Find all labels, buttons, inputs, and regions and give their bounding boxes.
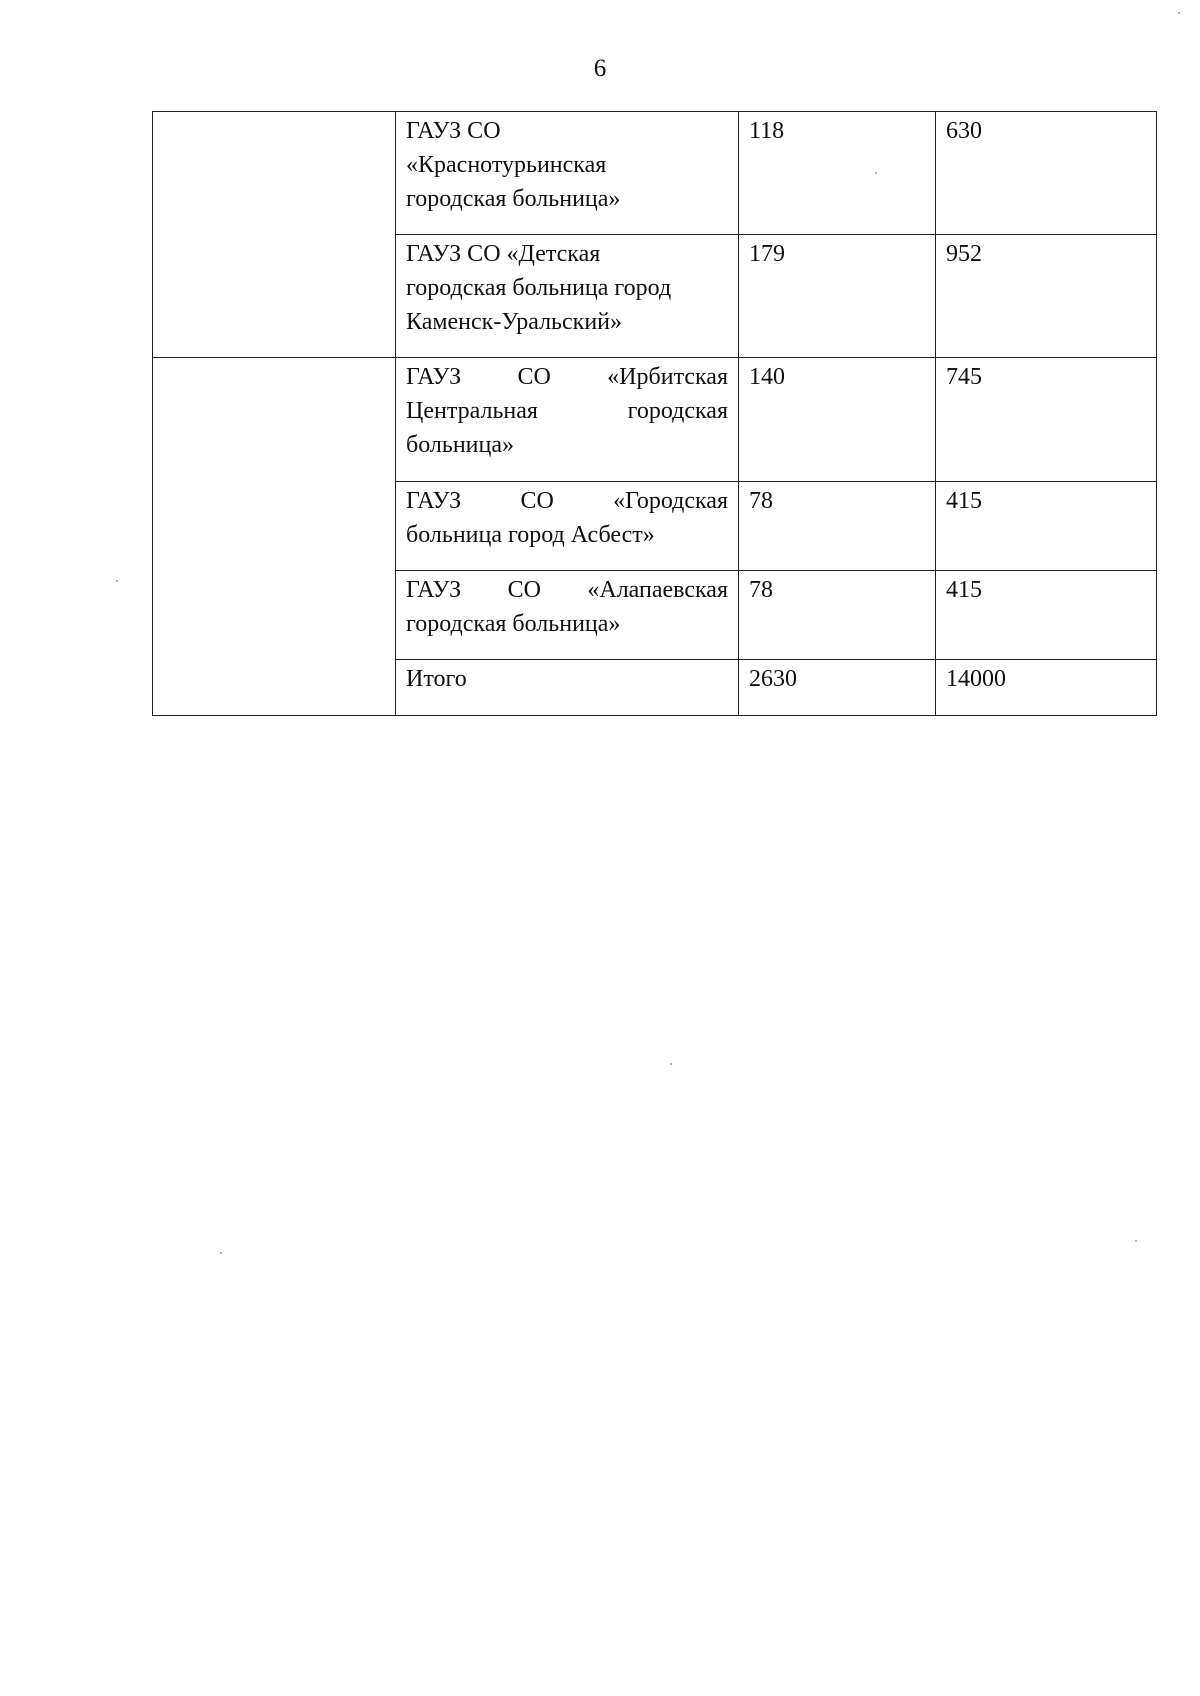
institution-name-cell: [396, 112, 739, 235]
page-number: 6: [593, 55, 607, 82]
scan-speck: [116, 580, 118, 582]
scan-speck: [220, 1252, 222, 1254]
value-cell: 118: [739, 112, 936, 235]
institution-name-line: ГАУЗ СО «Детская: [406, 241, 601, 267]
institution-name-line: больница»: [406, 432, 514, 458]
table-row: [153, 112, 1157, 235]
institution-name-cell: [396, 482, 739, 571]
empty-group-cell: [153, 358, 396, 716]
scan-speck: [1135, 1240, 1137, 1242]
institution-name-line: ГАУЗ СО «Ирбитская: [406, 364, 728, 390]
value-cell: 952: [936, 235, 1157, 358]
institution-name-line: городская больница»: [406, 611, 621, 637]
institution-name-line: ГАУЗ СО «Алапаевская: [406, 577, 728, 603]
value-cell: 140: [739, 358, 936, 482]
total-label-cell: [396, 660, 739, 716]
total-value-cell: 14000: [936, 660, 1157, 716]
value-cell: 78: [739, 482, 936, 571]
total-label: Итого: [406, 666, 467, 692]
scan-speck: [1178, 12, 1180, 14]
scan-speck: [875, 172, 877, 174]
value-cell: 78: [739, 571, 936, 660]
table-row: [153, 358, 1157, 482]
institution-name-cell: [396, 571, 739, 660]
total-value-cell: 2630: [739, 660, 936, 716]
value-cell: 179: [739, 235, 936, 358]
scan-speck: [670, 1063, 672, 1065]
institution-name-line: городская больница город: [406, 275, 672, 301]
institution-name-line: ГАУЗ СО: [406, 118, 501, 144]
empty-group-cell: [153, 112, 396, 358]
institution-name-line: городская больница»: [406, 186, 621, 212]
institution-name-line: больница город Асбест»: [406, 522, 655, 548]
value-cell: 745: [936, 358, 1157, 482]
institution-name-cell: [396, 235, 739, 358]
value-cell: 630: [936, 112, 1157, 235]
institution-name-line: ГАУЗ СО «Городская: [406, 488, 728, 514]
institution-name-line: «Краснотурьинская: [406, 152, 607, 178]
institution-name-cell: [396, 358, 739, 482]
value-cell: 415: [936, 482, 1157, 571]
institution-name-line: Каменск-Уральский»: [406, 309, 622, 335]
allocation-table: [152, 111, 1157, 716]
institution-name-line: Центральная городская: [406, 398, 728, 424]
value-cell: 415: [936, 571, 1157, 660]
